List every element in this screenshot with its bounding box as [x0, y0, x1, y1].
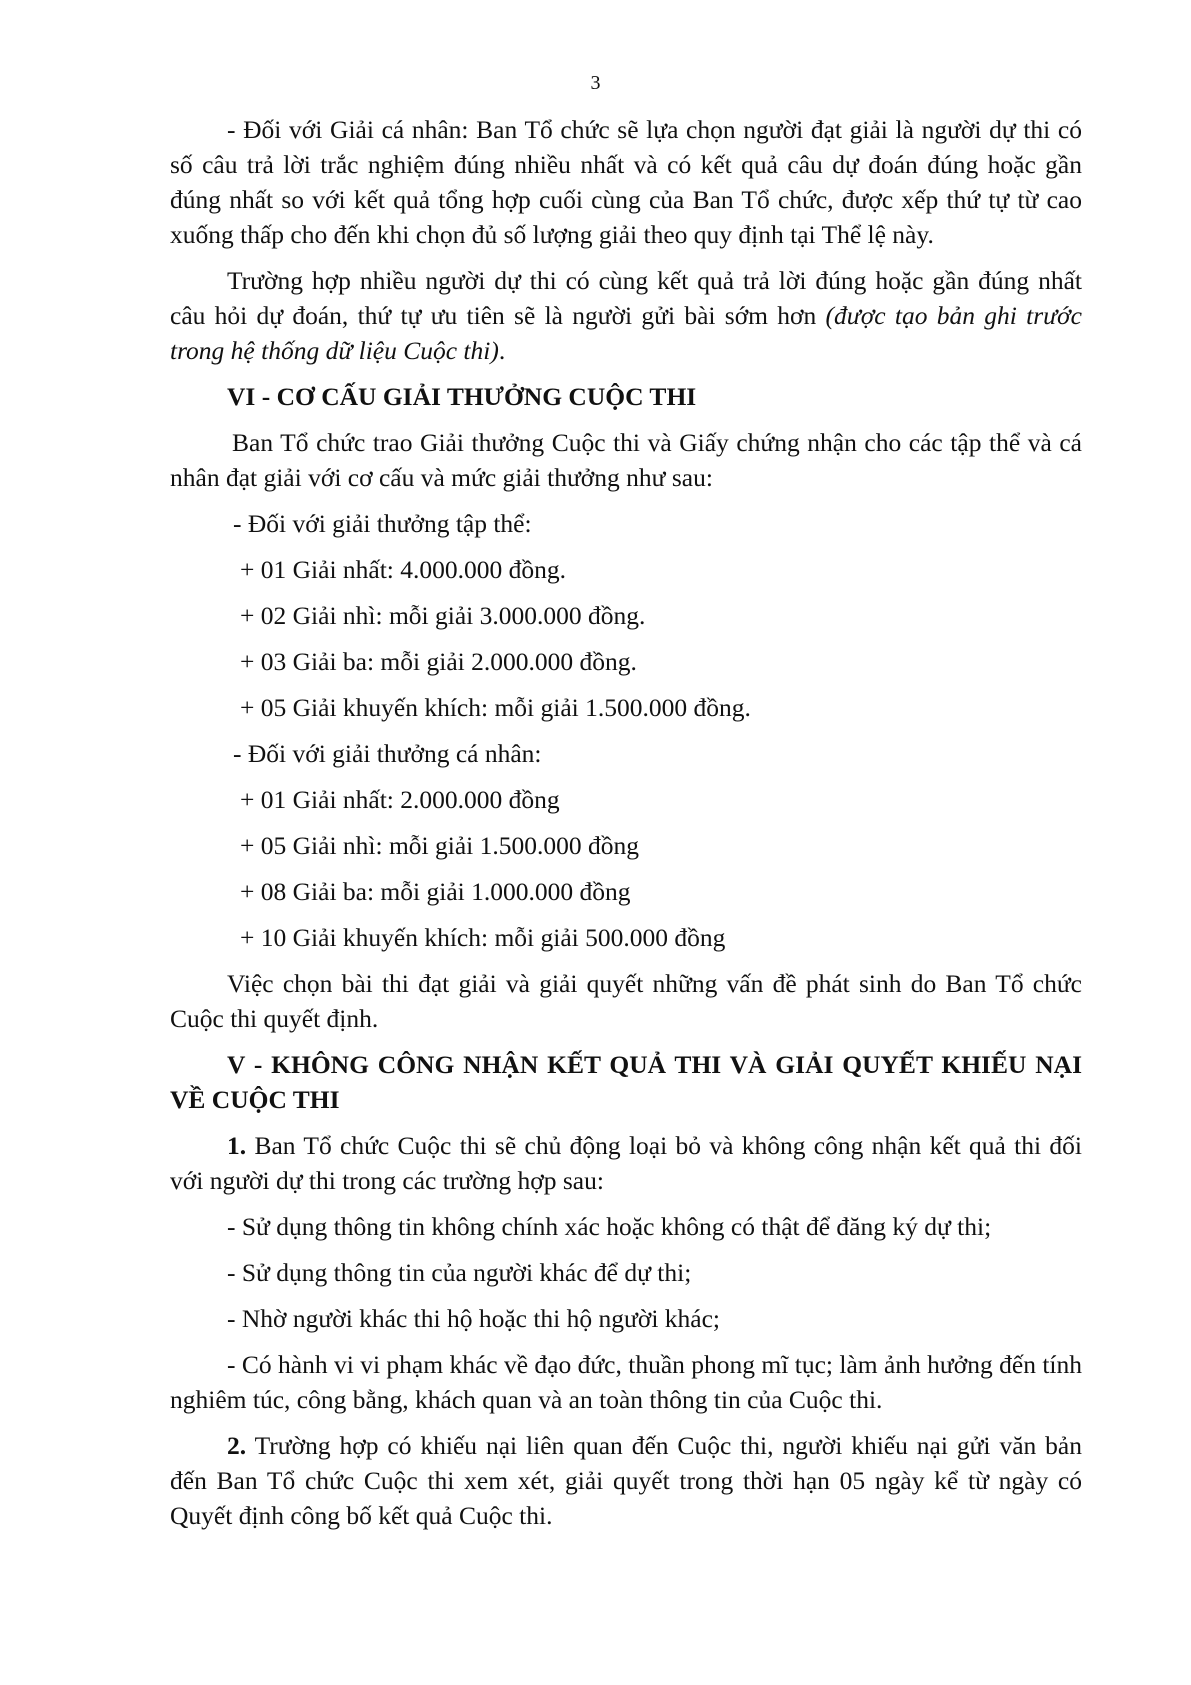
section-v-item-2	[170, 1428, 1082, 1533]
individual-award-item: + 05 Giải nhì: mỗi giải 1.500.000 đồng	[240, 831, 639, 860]
disqualification-case: - Sử dụng thông tin của người khác để dự thi;	[227, 1258, 692, 1287]
section-v-heading: V - KHÔNG CÔNG NHẬN KẾT QUẢ THI VÀ GIẢI QUYẾT KHIẾU NẠI VỀ CUỘC THI	[170, 1050, 1082, 1114]
section-vi-heading: VI - CƠ CẤU GIẢI THƯỞNG CUỘC THI	[227, 382, 697, 411]
page-content	[170, 112, 1082, 1544]
section-vi-intro: Ban Tổ chức trao Giải thưởng Cuộc thi và Giấy chứng nhận cho các tập thể và cá nhân đạt giải với cơ cấu và mức giải thưởng như sau:	[170, 428, 1082, 492]
collective-award-item: + 05 Giải khuyến khích: mỗi giải 1.500.000 đồng.	[240, 693, 751, 722]
section-v-item-1	[170, 1128, 1082, 1198]
individual-award-item: + 08 Giải ba: mỗi giải 1.000.000 đồng	[240, 877, 631, 906]
item-2-text: Trường hợp có khiếu nại liên quan đến Cuộc thi, người khiếu nại gửi văn bản đến Ban Tổ chức Cuộc thi xem xét, giải quyết trong thời hạn 05 ngày kể từ ngày có Quyết định công bố kết quả Cuộc thi.	[170, 1431, 1082, 1530]
section-vi-closing: Việc chọn bài thi đạt giải và giải quyết những vấn đề phát sinh do Ban Tổ chức Cuộc thi quyết định.	[170, 969, 1082, 1033]
individual-award-item: + 10 Giải khuyến khích: mỗi giải 500.000 đồng	[240, 923, 726, 952]
tie-break-text: Trường hợp nhiều người dự thi có cùng kết quả trả lời đúng hoặc gần đúng nhất câu hỏi dự đoán, thứ tự ưu tiên sẽ là người gửi bài sớm hơn	[170, 266, 1082, 330]
paragraph-tie-break	[170, 263, 1082, 368]
tie-break-italic-note: (được tạo bản ghi trước trong hệ thống dữ liệu Cuộc thi)	[170, 301, 1082, 365]
item-1-text: Ban Tổ chức Cuộc thi sẽ chủ động loại bỏ và không công nhận kết quả thi đối với người dự thi trong các trường hợp sau:	[170, 1131, 1082, 1195]
item-2-number: 2.	[227, 1431, 247, 1460]
item-1-number: 1.	[227, 1131, 247, 1160]
individual-award-item: + 01 Giải nhất: 2.000.000 đồng	[240, 785, 560, 814]
collective-award-item: + 03 Giải ba: mỗi giải 2.000.000 đồng.	[240, 647, 637, 676]
disqualification-case: - Nhờ người khác thi hộ hoặc thi hộ người khác;	[227, 1304, 721, 1333]
individual-awards-label: - Đối với giải thưởng cá nhân:	[233, 739, 542, 768]
paragraph-individual-award-selection: - Đối với Giải cá nhân: Ban Tổ chức sẽ lựa chọn người đạt giải là người dự thi có số câu trả lời trắc nghiệm đúng nhiều nhất và có kết quả câu dự đoán đúng hoặc gần đúng nhất so với kết quả tổng hợp cuối cùng của Ban Tổ chức, được xếp thứ tự từ cao xuống thấp cho đến khi chọn đủ số lượng giải theo quy định tại Thể lệ này.	[170, 115, 1082, 249]
disqualification-case: - Sử dụng thông tin không chính xác hoặc không có thật để đăng ký dự thi;	[227, 1212, 992, 1241]
disqualification-case: - Có hành vi vi phạm khác về đạo đức, thuần phong mĩ tục; làm ảnh hưởng đến tính nghiêm túc, công bằng, khách quan và an toàn thông tin của Cuộc thi.	[170, 1350, 1082, 1414]
collective-awards-label: - Đối với giải thưởng tập thể:	[233, 509, 532, 538]
page-number: 3	[590, 72, 601, 94]
tie-break-end: .	[498, 336, 506, 365]
collective-award-item: + 01 Giải nhất: 4.000.000 đồng.	[240, 555, 567, 584]
collective-award-item: + 02 Giải nhì: mỗi giải 3.000.000 đồng.	[240, 601, 646, 630]
